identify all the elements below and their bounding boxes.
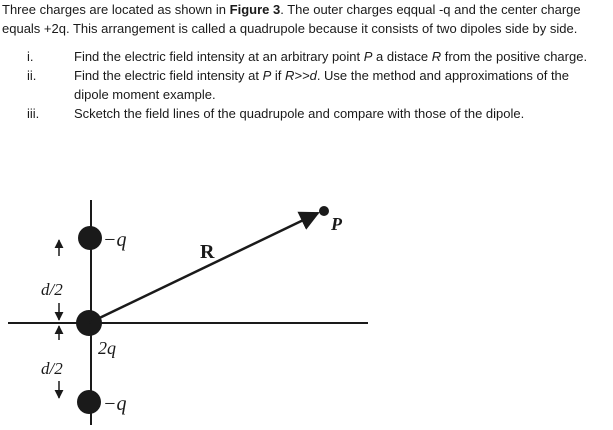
point-p-dot <box>319 206 329 216</box>
question-text <box>74 66 596 104</box>
question-text-part: from the positive charge. <box>441 49 588 64</box>
question-text: Scketch the field lines of the quadrupole and compare with those of the dipole. <box>74 106 525 121</box>
upper-distance-label: d/2 <box>41 280 63 299</box>
question-number: ii. <box>27 68 37 83</box>
variable-r: R <box>431 49 442 64</box>
intro-paragraph <box>2 0 610 38</box>
bottom-charge-label: −q <box>103 393 127 415</box>
lower-distance-label: d/2 <box>41 359 63 378</box>
question-item-2 <box>0 66 613 104</box>
question-number: iii. <box>27 106 40 121</box>
top-charge <box>78 226 102 250</box>
intro-text-1: Three charges are located as shown in <box>2 2 230 17</box>
question-text-part: Find the electric field intensity at <box>74 68 263 83</box>
variable-p: P <box>363 49 373 64</box>
question-text-part: if <box>271 68 285 83</box>
bottom-charge <box>77 390 101 414</box>
question-item-3 <box>0 104 613 123</box>
figure-reference: Figure 3 <box>229 2 281 17</box>
r-label: R <box>200 241 215 263</box>
variable-condition: R>>d <box>285 68 317 83</box>
top-charge-label: −q <box>103 229 127 251</box>
question-number: i. <box>27 49 34 64</box>
question-list <box>0 47 613 123</box>
quadrupole-figure <box>0 190 613 430</box>
variable-p: P <box>262 68 272 83</box>
point-p-label: P <box>331 214 342 234</box>
question-text <box>74 47 610 66</box>
question-text-part: a distace <box>372 49 432 64</box>
intro-text-2: . The outer charges eqqual -q and the center charge equals +2q. This arrangement is called a quadrupole because it consists of two dipoles side by side. <box>2 2 581 36</box>
question-text-part: Find the electric field intensity at an arbitrary point <box>74 49 364 64</box>
question-text-part: . Use the method and approximations of the dipole moment example. <box>74 68 570 102</box>
center-charge-label: 2q <box>98 338 116 358</box>
question-item-1 <box>0 47 613 66</box>
